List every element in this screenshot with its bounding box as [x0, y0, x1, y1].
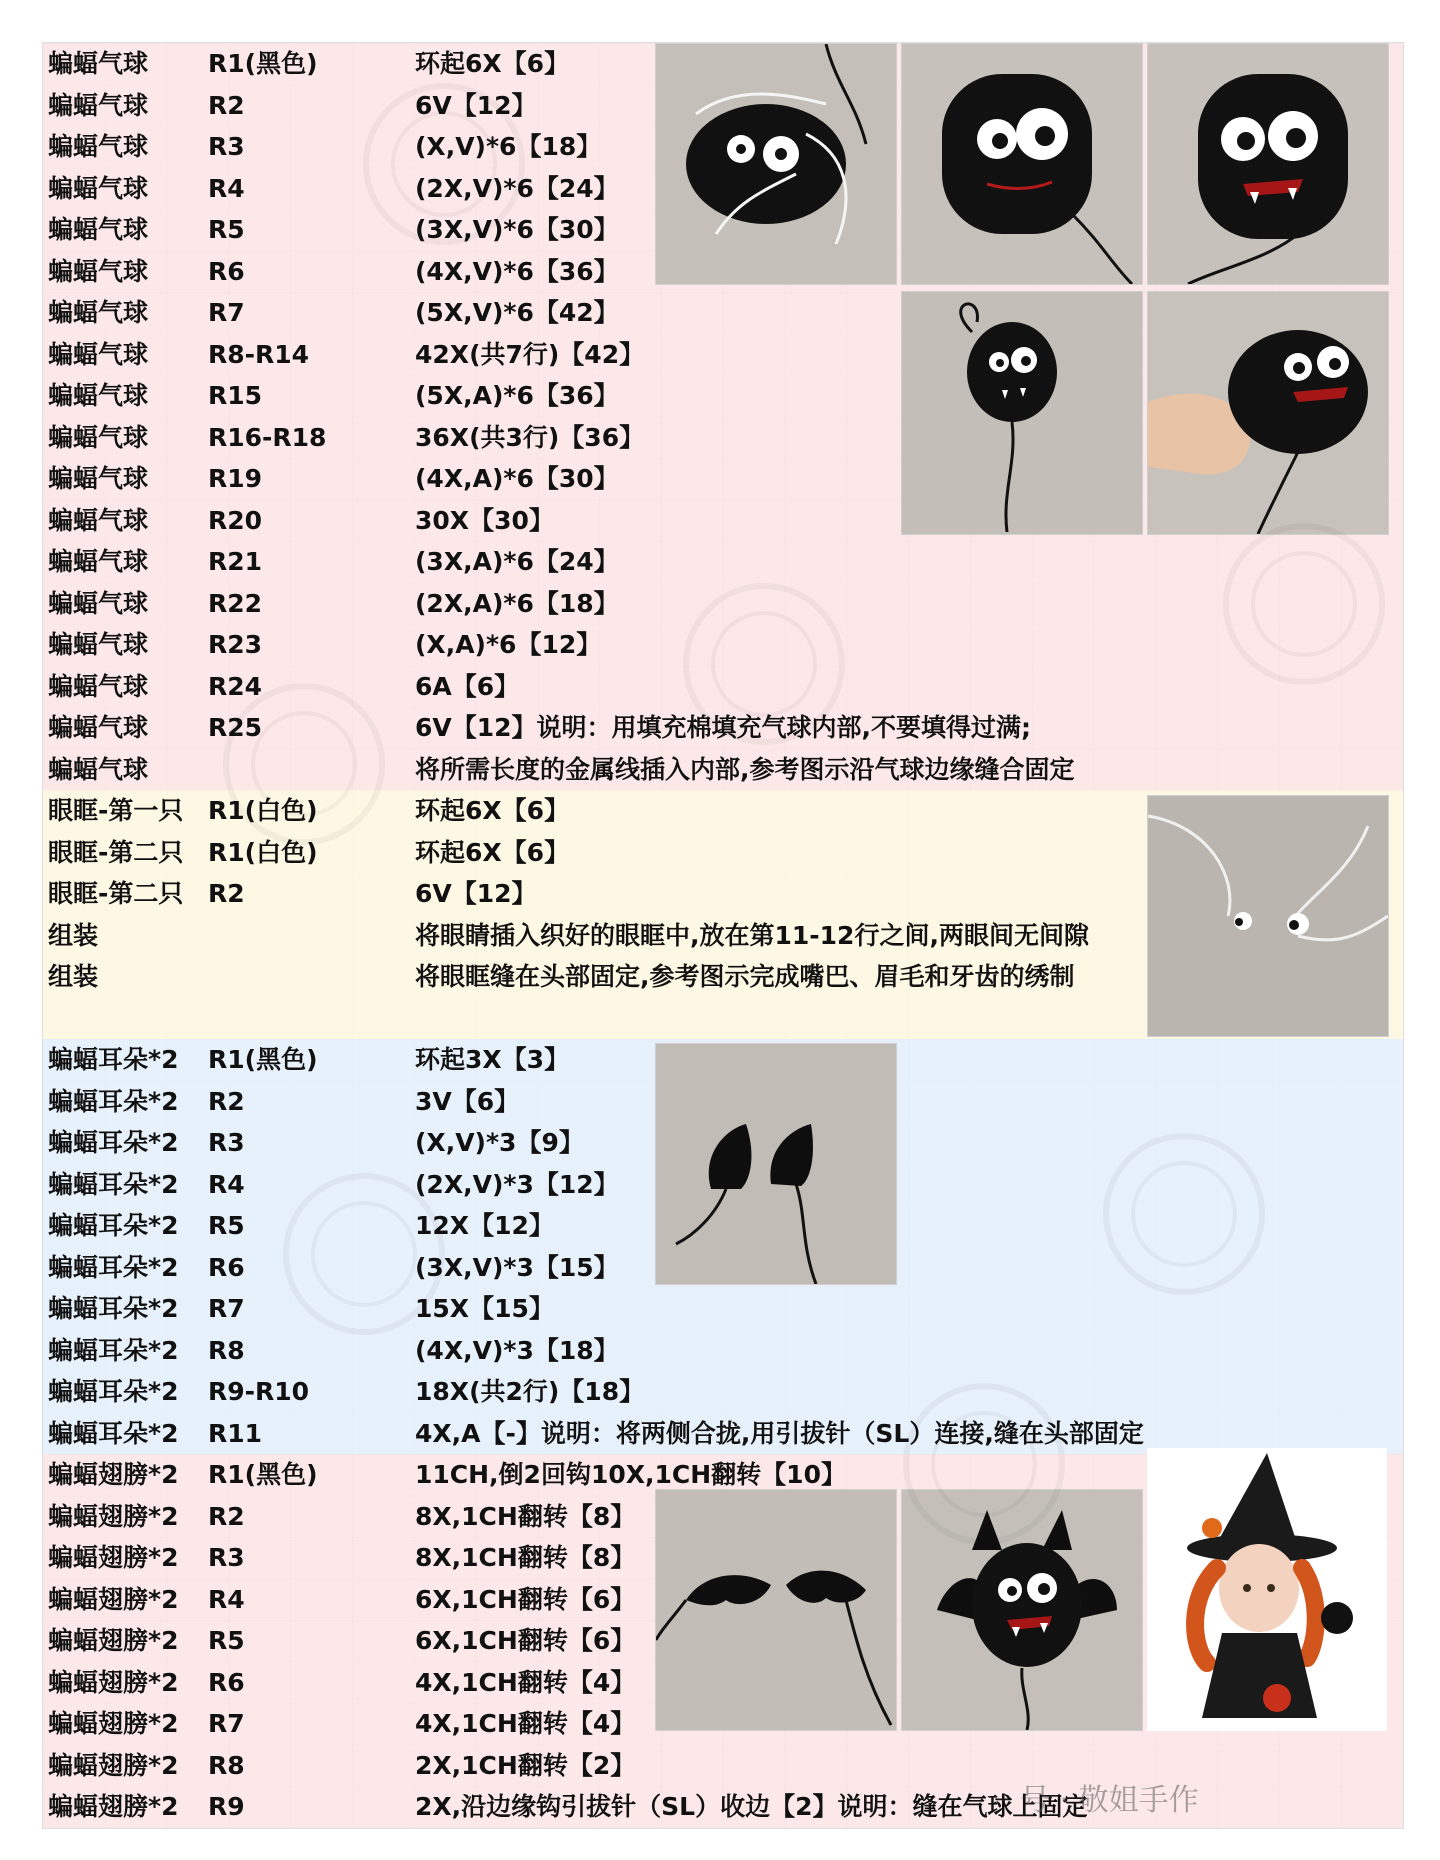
part-name: 蝙蝠气球 — [48, 671, 149, 701]
photo-bat-balloon-finished — [901, 1489, 1143, 1731]
part-name: 蝙蝠气球 — [48, 215, 149, 244]
instruction: 将眼睛插入织好的眼眶中,放在第11-12行之间,两眼间无间隙 — [415, 920, 1089, 950]
instruction: 8X,1CH翻转【8】 — [415, 1501, 636, 1531]
instruction: (2X,V)*3【12】 — [415, 1169, 619, 1199]
part-name: 眼眶-第二只 — [48, 837, 184, 867]
round-label: R2 — [208, 1501, 245, 1531]
photo-balloon-eyes-stitched — [655, 43, 897, 285]
photo-eye-rings — [1147, 795, 1389, 1037]
instruction: 18X(共2行)【18】 — [415, 1377, 645, 1406]
instruction: 6V【12】 — [415, 879, 537, 908]
balloon-row — [43, 749, 1403, 791]
part-name: 蝙蝠耳朵*2 — [48, 1169, 179, 1199]
part-name: 蝙蝠气球 — [48, 339, 149, 369]
round-label: R24 — [208, 671, 263, 701]
instruction: (5X,V)*6【42】 — [415, 298, 619, 327]
instruction: 12X【12】 — [415, 1211, 554, 1240]
wings-row — [43, 1786, 1403, 1828]
instruction: 将所需长度的金属线插入内部,参考图示沿气球边缘缝合固定 — [415, 754, 1075, 784]
instruction: 6X,1CH翻转【6】 — [415, 1584, 636, 1614]
part-name: 眼眶-第二只 — [48, 879, 184, 908]
part-name: 蝙蝠翅膀*2 — [48, 1584, 179, 1614]
footer-watermark: 号 · 敬姐手作 — [1020, 1783, 1199, 1818]
instruction: (X,V)*6【18】 — [415, 132, 602, 161]
part-name: 蝙蝠气球 — [48, 630, 149, 659]
instruction: 6V【12】说明：用填充棉填充气球内部,不要填得过满; — [415, 713, 1032, 742]
round-label: R22 — [208, 588, 263, 618]
part-name: 蝙蝠翅膀*2 — [48, 1750, 179, 1780]
instruction: (4X,V)*3【18】 — [415, 1335, 619, 1365]
round-label: R4 — [208, 173, 245, 203]
round-label: R9-R10 — [208, 1377, 310, 1406]
part-name: 蝙蝠气球 — [48, 547, 149, 576]
part-name: 蝙蝠耳朵*2 — [48, 1086, 179, 1116]
instruction: (3X,V)*3【15】 — [415, 1252, 619, 1282]
instruction: 6X,1CH翻转【6】 — [415, 1626, 636, 1655]
round-label: R3 — [208, 1543, 245, 1572]
round-label: R23 — [208, 630, 263, 659]
round-label: R21 — [208, 547, 263, 576]
instruction: 4X,A【-】说明：将两侧合拢,用引拔针（SL）连接,缝在头部固定 — [415, 1418, 1144, 1448]
round-label: R16-R18 — [208, 422, 327, 452]
round-label: R5 — [208, 1211, 245, 1240]
part-name: 蝙蝠耳朵*2 — [48, 1128, 179, 1157]
wings-row — [43, 1745, 1403, 1787]
instruction: (2X,A)*6【18】 — [415, 588, 619, 618]
part-name: 蝙蝠气球 — [48, 49, 149, 78]
instruction: (2X,V)*6【24】 — [415, 173, 619, 203]
balloon-row — [43, 624, 1403, 666]
round-label: R6 — [208, 1252, 245, 1282]
instruction: (X,V)*3【9】 — [415, 1128, 584, 1157]
round-label: R19 — [208, 464, 263, 493]
round-label: R1(白色) — [208, 837, 318, 867]
instruction: 30X【30】 — [415, 505, 554, 535]
part-name: 蝙蝠翅膀*2 — [48, 1792, 179, 1821]
round-label: R7 — [208, 1709, 245, 1738]
instruction: 4X,1CH翻转【4】 — [415, 1709, 636, 1738]
instruction: 环起6X【6】 — [415, 837, 570, 867]
instruction: (4X,V)*6【36】 — [415, 256, 619, 286]
round-label: R7 — [208, 1294, 245, 1323]
instruction: 环起3X【3】 — [415, 1045, 570, 1074]
part-name: 蝙蝠气球 — [48, 464, 149, 493]
round-label: R5 — [208, 1626, 245, 1655]
instruction: 42X(共7行)【42】 — [415, 339, 645, 369]
round-label: R2 — [208, 1086, 245, 1116]
ears-row — [43, 1288, 1403, 1330]
round-label: R1(黑色) — [208, 1045, 318, 1074]
round-label: R20 — [208, 505, 263, 535]
ears-row — [43, 1371, 1403, 1413]
part-name: 蝙蝠耳朵*2 — [48, 1252, 179, 1282]
photo-balloon-in-hand — [1147, 291, 1389, 535]
part-name: 蝙蝠气球 — [48, 422, 149, 452]
round-label: R8-R14 — [208, 339, 310, 369]
round-label: R7 — [208, 298, 245, 327]
round-label: R4 — [208, 1169, 245, 1199]
balloon-row — [43, 666, 1403, 708]
instruction: 6V【12】 — [415, 90, 537, 120]
part-name: 蝙蝠翅膀*2 — [48, 1626, 179, 1655]
balloon-row — [43, 583, 1403, 625]
photo-ears — [655, 1043, 897, 1285]
photo-wings — [655, 1489, 897, 1731]
part-name: 眼眶-第一只 — [48, 796, 184, 825]
part-name: 蝙蝠耳朵*2 — [48, 1294, 179, 1323]
instruction: 4X,1CH翻转【4】 — [415, 1667, 636, 1697]
part-name: 蝙蝠气球 — [48, 298, 149, 327]
instruction: 36X(共3行)【36】 — [415, 422, 645, 452]
round-label: R6 — [208, 256, 245, 286]
part-name: 蝙蝠翅膀*2 — [48, 1667, 179, 1697]
part-name: 蝙蝠气球 — [48, 381, 149, 410]
part-name: 蝙蝠气球 — [48, 505, 149, 535]
pattern-sheet — [42, 42, 1404, 1829]
part-name: 蝙蝠气球 — [48, 90, 149, 120]
round-label: R5 — [208, 215, 245, 244]
round-label: R1(白色) — [208, 796, 318, 825]
round-label: R3 — [208, 132, 245, 161]
part-name: 蝙蝠气球 — [48, 754, 149, 784]
balloon-row — [43, 541, 1403, 583]
instruction: 6A【6】 — [415, 671, 520, 701]
part-name: 蝙蝠耳朵*2 — [48, 1377, 179, 1406]
part-name: 蝙蝠耳朵*2 — [48, 1335, 179, 1365]
round-label: R11 — [208, 1418, 263, 1448]
part-name: 蝙蝠气球 — [48, 588, 149, 618]
instruction: (X,A)*6【12】 — [415, 630, 602, 659]
part-name: 蝙蝠翅膀*2 — [48, 1460, 179, 1489]
round-label: R2 — [208, 90, 245, 120]
instruction: (4X,A)*6【30】 — [415, 464, 619, 493]
part-name: 组装 — [48, 920, 99, 950]
part-name: 蝙蝠耳朵*2 — [48, 1418, 179, 1448]
round-label: R9 — [208, 1792, 245, 1821]
part-name: 蝙蝠翅膀*2 — [48, 1501, 179, 1531]
part-name: 蝙蝠翅膀*2 — [48, 1543, 179, 1572]
round-label: R25 — [208, 713, 263, 742]
round-label: R1(黑色) — [208, 1460, 318, 1489]
instruction: 将眼眶缝在头部固定,参考图示完成嘴巴、眉毛和牙齿的绣制 — [415, 962, 1075, 991]
part-name: 组装 — [48, 962, 99, 991]
part-name: 蝙蝠气球 — [48, 132, 149, 161]
ears-row — [43, 1330, 1403, 1372]
photo-balloon-fangs — [1147, 43, 1389, 285]
balloon-row — [43, 707, 1403, 749]
instruction: 11CH,倒2回钩10X,1CH翻转【10】 — [415, 1460, 846, 1489]
instruction: 2X,1CH翻转【2】 — [415, 1750, 636, 1780]
part-name: 蝙蝠耳朵*2 — [48, 1211, 179, 1240]
instruction: 3V【6】 — [415, 1086, 520, 1116]
instruction: 15X【15】 — [415, 1294, 554, 1323]
round-label: R8 — [208, 1750, 245, 1780]
round-label: R15 — [208, 381, 263, 410]
instruction: 环起6X【6】 — [415, 796, 570, 825]
round-label: R2 — [208, 879, 245, 908]
round-label: R8 — [208, 1335, 245, 1365]
photo-balloon-wire — [901, 291, 1143, 535]
photo-witch-doll — [1147, 1448, 1387, 1731]
round-label: R6 — [208, 1667, 245, 1697]
part-name: 蝙蝠翅膀*2 — [48, 1709, 179, 1738]
instruction: (3X,V)*6【30】 — [415, 215, 619, 244]
round-label: R3 — [208, 1128, 245, 1157]
instruction: 8X,1CH翻转【8】 — [415, 1543, 636, 1572]
part-name: 蝙蝠气球 — [48, 713, 149, 742]
instruction: 2X,沿边缘钩引拔针（SL）收边【2】说明：缝在气球上固定 — [415, 1792, 1088, 1821]
part-name: 蝙蝠气球 — [48, 256, 149, 286]
part-name: 蝙蝠气球 — [48, 173, 149, 203]
photo-balloon-face — [901, 43, 1143, 285]
instruction: (3X,A)*6【24】 — [415, 547, 619, 576]
instruction: (5X,A)*6【36】 — [415, 381, 619, 410]
round-label: R1(黑色) — [208, 49, 318, 78]
instruction: 环起6X【6】 — [415, 49, 570, 78]
round-label: R4 — [208, 1584, 245, 1614]
part-name: 蝙蝠耳朵*2 — [48, 1045, 179, 1074]
